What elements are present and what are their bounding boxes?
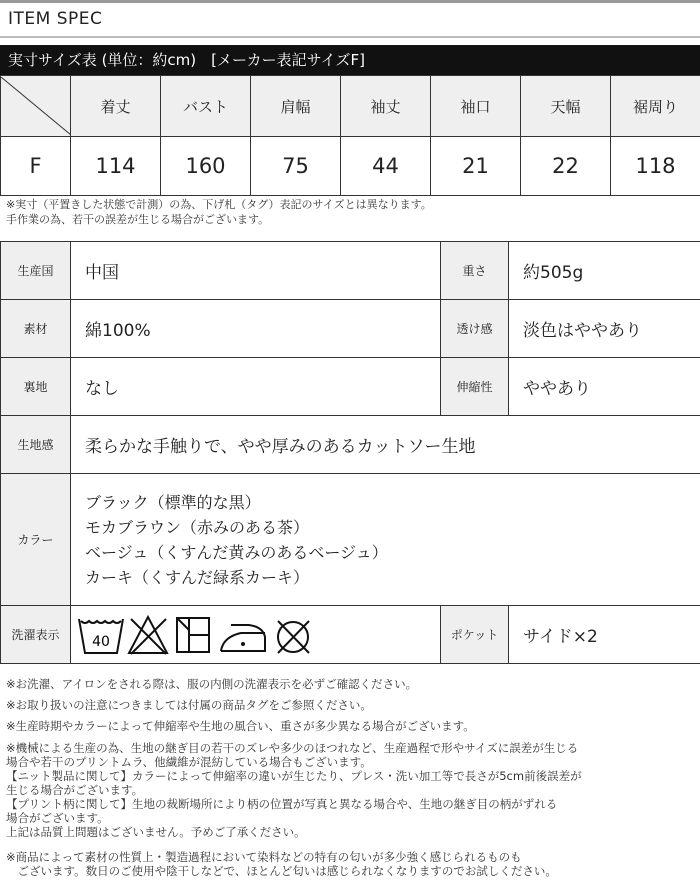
care-note: ※お取り扱いの注意につきましては付属の商品タグをご参照ください。 [6, 698, 372, 712]
no-dry-clean-icon [278, 621, 309, 653]
col-header: 肩幅 [251, 76, 341, 137]
weight-label: 重さ [441, 242, 509, 300]
care-note-line: 生じる場合がございます。 [6, 783, 144, 797]
size-header-row [1, 76, 700, 137]
size-value: 160 [161, 137, 251, 196]
col-header: 裾周り [611, 76, 700, 137]
size-table-caption: 実寸サイズ表 (単位：約cm) [メーカー表記サイズF] [0, 45, 700, 75]
spec-row [1, 358, 700, 416]
texture-label: 生地感 [1, 416, 71, 474]
size-value: 21 [431, 137, 521, 196]
pocket-value: サイド×2 [509, 606, 700, 664]
size-value: 75 [251, 137, 341, 196]
sheer-value: 淡色はややあり [509, 300, 700, 358]
line-dry-shade-icon [177, 618, 209, 652]
origin-label: 生産国 [1, 242, 71, 300]
care-note-line: 【ニット製品に関して】カラーによって伸縮率の違いが生じたり、プレス・洗い加工等で長さが5cm前後誤差が [6, 769, 582, 783]
lining-label: 裏地 [1, 358, 71, 416]
col-header: バスト [161, 76, 251, 137]
size-note: ※実寸（平置きした状態で計測）の為、下げ札（タグ）表記のサイズとは異なります。 [6, 198, 432, 211]
page-title: ITEM SPEC [8, 9, 103, 29]
care-note-line: 場合がございます。 [6, 811, 109, 825]
care-note-line: ※商品によって素材の性質上・製造過程において染料などの特有の匂いが多少強く感じられるものも [6, 850, 522, 864]
material-label: 素材 [1, 300, 71, 358]
care-note [6, 850, 557, 878]
care-note-line: 【プリント柄に関して】生地の裁断場所により柄の位置が写真と異なる場合や、生地の継ぎ目の柄がずれる [6, 797, 558, 811]
weight-value: 約505g [509, 242, 700, 300]
corner-cell [1, 76, 71, 137]
size-value: 118 [611, 137, 700, 196]
color-item: ベージュ（くすんだ黄みのあるベージュ） [85, 542, 388, 562]
color-item: ブラック（標準的な黒） [85, 492, 261, 512]
care-note-line: 場合や若干のプリントムラ、他繊維が混紡している場合もございます。 [6, 755, 372, 769]
care-note-line: 上記は品質上問題はございません。予めご了承ください。 [6, 825, 306, 839]
col-header: 天幅 [521, 76, 611, 137]
size-value: 22 [521, 137, 611, 196]
sheer-label: 透け感 [441, 300, 509, 358]
spec-table [0, 241, 700, 664]
size-value-row [1, 137, 700, 196]
origin-value: 中国 [71, 242, 441, 300]
color-item: モカブラウン（赤みのある茶） [85, 517, 310, 537]
color-item: カーキ（くすんだ緑系カーキ） [85, 567, 310, 587]
wash-icon-strip [71, 607, 441, 663]
wash-label: 洗濯表示 [1, 606, 71, 664]
care-note-line: ※機械による生産の為、生地の継ぎ目の若干のズレや多少のほつれなど、生産過程で形やサイズに誤差が生じる [6, 741, 579, 755]
wash-icons [71, 606, 441, 664]
diagonal-line [1, 77, 71, 135]
color-label: カラー [1, 474, 71, 606]
care-note: ※生産時期やカラーによって伸縮率や生地の風合い、重さが多少異なる場合がございます。 [6, 719, 475, 733]
size-table [0, 75, 700, 196]
spec-row [1, 416, 700, 474]
no-bleach-icon [129, 617, 167, 654]
iron-low-icon [221, 625, 265, 651]
wash-tub-icon [79, 619, 123, 653]
size-value: 114 [71, 137, 161, 196]
size-row-label: F [1, 137, 71, 196]
care-note [6, 741, 582, 839]
care-note-line: ございます。数日のご使用や陰干しなどで、ほとんど匂いは感じられなくなりますのでお試しください。 [6, 864, 557, 878]
size-value: 44 [341, 137, 431, 196]
size-notes [6, 197, 432, 227]
pocket-label: ポケット [441, 606, 509, 664]
spec-row [1, 606, 700, 664]
lining-value: なし [71, 358, 441, 416]
color-list [71, 474, 700, 606]
col-header: 袖口 [431, 76, 521, 137]
material-value: 綿100% [71, 300, 441, 358]
spec-row [1, 474, 700, 606]
title-bar [0, 0, 700, 38]
care-note: ※お洗濯、アイロンをされる際は、服の内側の洗濯表示を必ずご確認ください。 [6, 677, 418, 691]
stretch-label: 伸縮性 [441, 358, 509, 416]
col-header: 着丈 [71, 76, 161, 137]
texture-value: 柔らかな手触りで、やや厚みのあるカットソー生地 [71, 416, 700, 474]
stretch-value: ややあり [509, 358, 700, 416]
size-note: 手作業の為、若干の誤差が生じる場合がございます。 [6, 213, 270, 226]
spec-row [1, 300, 700, 358]
col-header: 袖丈 [341, 76, 431, 137]
spec-row [1, 242, 700, 300]
wash-temp-label: 40 [92, 633, 110, 650]
